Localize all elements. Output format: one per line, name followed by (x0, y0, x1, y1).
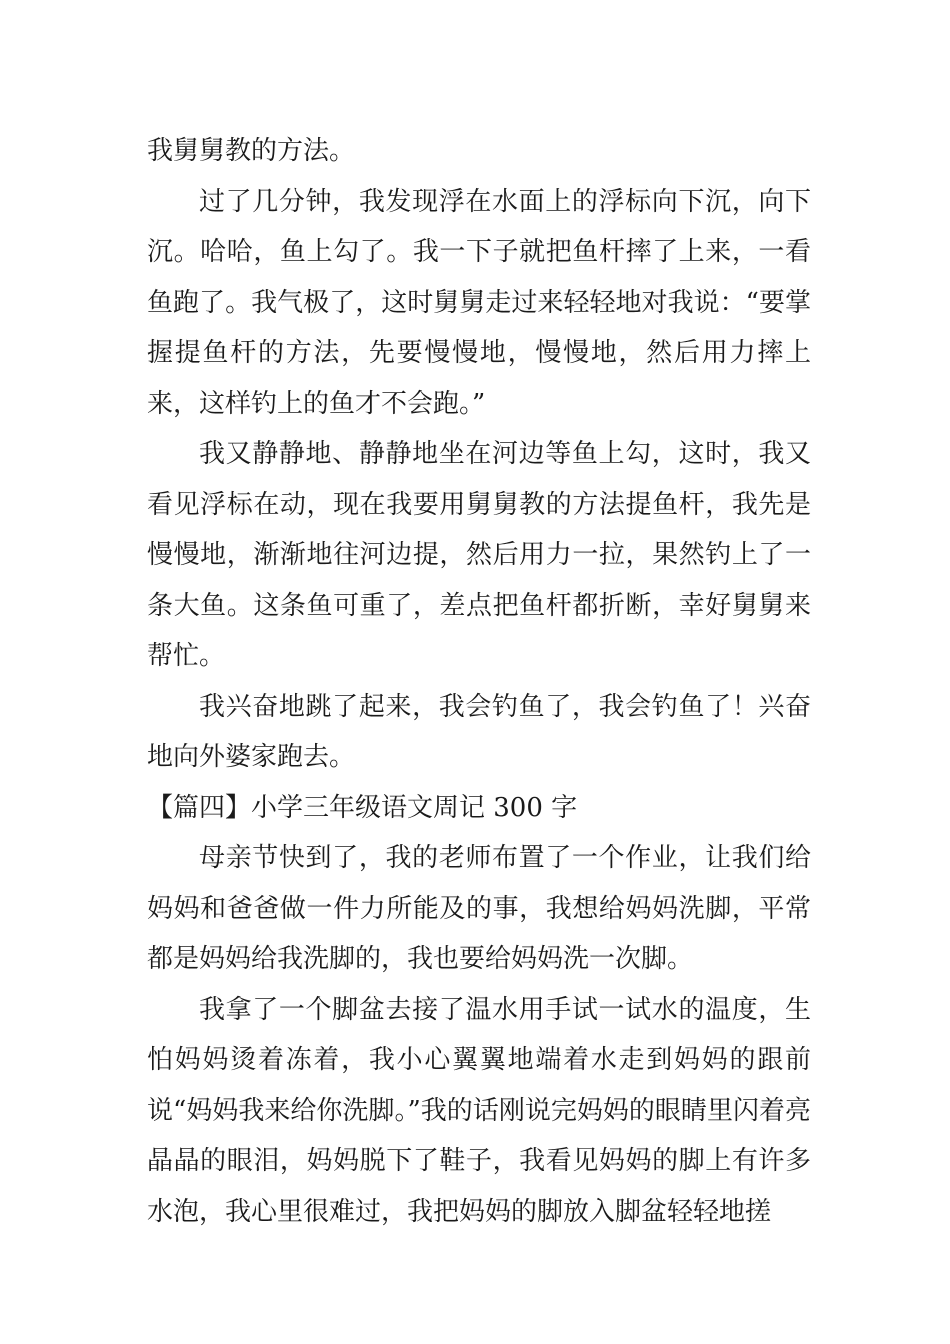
document-body (147, 126, 811, 1237)
paragraph: 过了几分钟，我发现浮在水面上的浮标向下沉，向下沉。哈哈，鱼上勾了。我一下子就把鱼杆摔了上来，一看鱼跑了。我气极了，这时舅舅走过来轻轻地对我说：“要掌握提鱼杆的方法，先要慢慢地，慢慢地，然后用力摔上来，这样钓上的鱼才不会跑。” (147, 186, 811, 419)
paragraph: 我拿了一个脚盆去接了温水用手试一试水的温度，生怕妈妈烫着冻着，我小心翼翼地端着水走到妈妈的跟前说“妈妈我来给你洗脚。”我的话刚说完妈妈的眼睛里闪着亮晶晶的眼泪，妈妈脱下了鞋子，我看见妈妈的脚上有许多水泡，我心里很难过，我把妈妈的脚放入脚盆轻轻地搓 (147, 994, 811, 1227)
paragraph-continuation: 我舅舅教的方法。 (147, 136, 356, 166)
section-heading: 【篇四】小学三年级语文周记 300 字 (147, 792, 578, 823)
paragraph: 我又静静地、静静地坐在河边等鱼上勾，这时，我又看见浮标在动，现在我要用舅舅教的方法提鱼杆，我先是慢慢地，渐渐地往河边提，然后用力一拉，果然钓上了一条大鱼。这条鱼可重了，差点把鱼杆都折断，幸好舅舅来帮忙。 (147, 439, 811, 671)
paragraph: 我兴奋地跳了起来，我会钓鱼了，我会钓鱼了！兴奋地向外婆家跑去。 (147, 691, 811, 772)
paragraph: 母亲节快到了，我的老师布置了一个作业，让我们给妈妈和爸爸做一件力所能及的事，我想给妈妈洗脚，平常都是妈妈给我洗脚的，我也要给妈妈洗一次脚。 (147, 843, 811, 974)
